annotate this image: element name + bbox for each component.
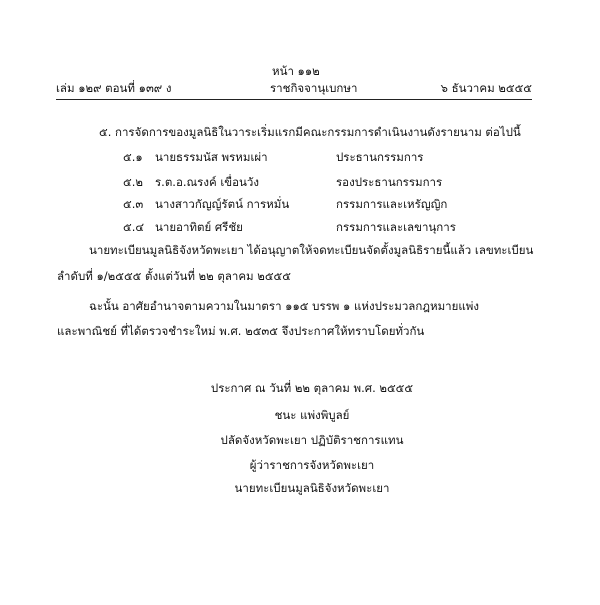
member-number: ๕.๑ (123, 150, 143, 164)
member-role: กรรมการและเหรัญญิก (336, 197, 448, 211)
member-role: กรรมการและเลขานุการ (336, 220, 456, 234)
publication-title: ราชกิจจานุเบกษา (270, 81, 358, 95)
registration-paragraph-cont: ลำดับที่ ๑/๒๕๕๕ ตั้งแต่วันที่ ๒๒ ตุลาคม ๒๕๕๕ (57, 269, 291, 283)
volume-issue: เล่ม ๑๒๙ ตอนที่ ๑๓๙ ง (56, 81, 172, 95)
publication-date: ๖ ธันวาคม ๒๕๕๕ (440, 81, 532, 95)
section-heading: ๕. การจัดการของมูลนิธิในวาระเริ่มแรกมีคณะกรรมการดำเนินงานดังรายนาม ต่อไปนี้ (99, 125, 521, 139)
member-name: นายธรรมนัส พรหมเผ่า (155, 150, 268, 164)
signatory-position-row-1 (0, 433, 600, 447)
gazette-header (56, 81, 532, 97)
signatory-position-1: ปลัดจังหวัดพะเยา ปฏิบัติราชการแทน (220, 433, 404, 447)
signatory-position-row-2 (0, 458, 600, 472)
signatory-name-row (0, 408, 600, 422)
authority-paragraph: ฉะนั้น อาศัยอำนาจตามความในมาตรา ๑๑๕ บรรพ ๑ แห่งประมวลกฎหมายแพ่ง (89, 299, 479, 313)
member-name: นางสาวกัญญ์รัตน์ การหมั่น (155, 197, 290, 211)
header-divider (56, 99, 532, 100)
member-name: ร.ต.อ.ณรงค์ เขื่อนวัง (155, 175, 259, 189)
member-role: รองประธานกรรมการ (336, 175, 443, 189)
member-number: ๕.๔ (123, 220, 145, 234)
signatory-position-2: ผู้ว่าราชการจังหวัดพะเยา (249, 458, 375, 472)
member-name: นายอาทิตย์ ศรีชัย (155, 220, 243, 234)
signatory-position-3: นายทะเบียนมูลนิธิจังหวัดพะเยา (234, 481, 390, 495)
member-role: ประธานกรรมการ (336, 150, 424, 164)
announcement-date: ประกาศ ณ วันที่ ๒๒ ตุลาคม พ.ศ. ๒๕๕๕ (210, 381, 414, 395)
signatory-position-row-3 (0, 481, 600, 495)
registration-paragraph: นายทะเบียนมูลนิธิจังหวัดพะเยา ได้อนุญาตให้จดทะเบียนจัดตั้งมูลนิธิรายนี้แล้ว เลขทะเบียน (89, 243, 534, 257)
member-number: ๕.๓ (123, 197, 144, 211)
page-number: หน้า ๑๑๒ (272, 64, 320, 78)
authority-paragraph-cont: และพาณิชย์ ที่ได้ตรวจชำระใหม่ พ.ศ. ๒๕๓๕ จึงประกาศให้ทราบโดยทั่วกัน (57, 324, 425, 338)
signatory-name: ชนะ แพ่งพิบูลย์ (274, 408, 350, 422)
member-number: ๕.๒ (123, 175, 143, 189)
signature-block (0, 381, 600, 395)
